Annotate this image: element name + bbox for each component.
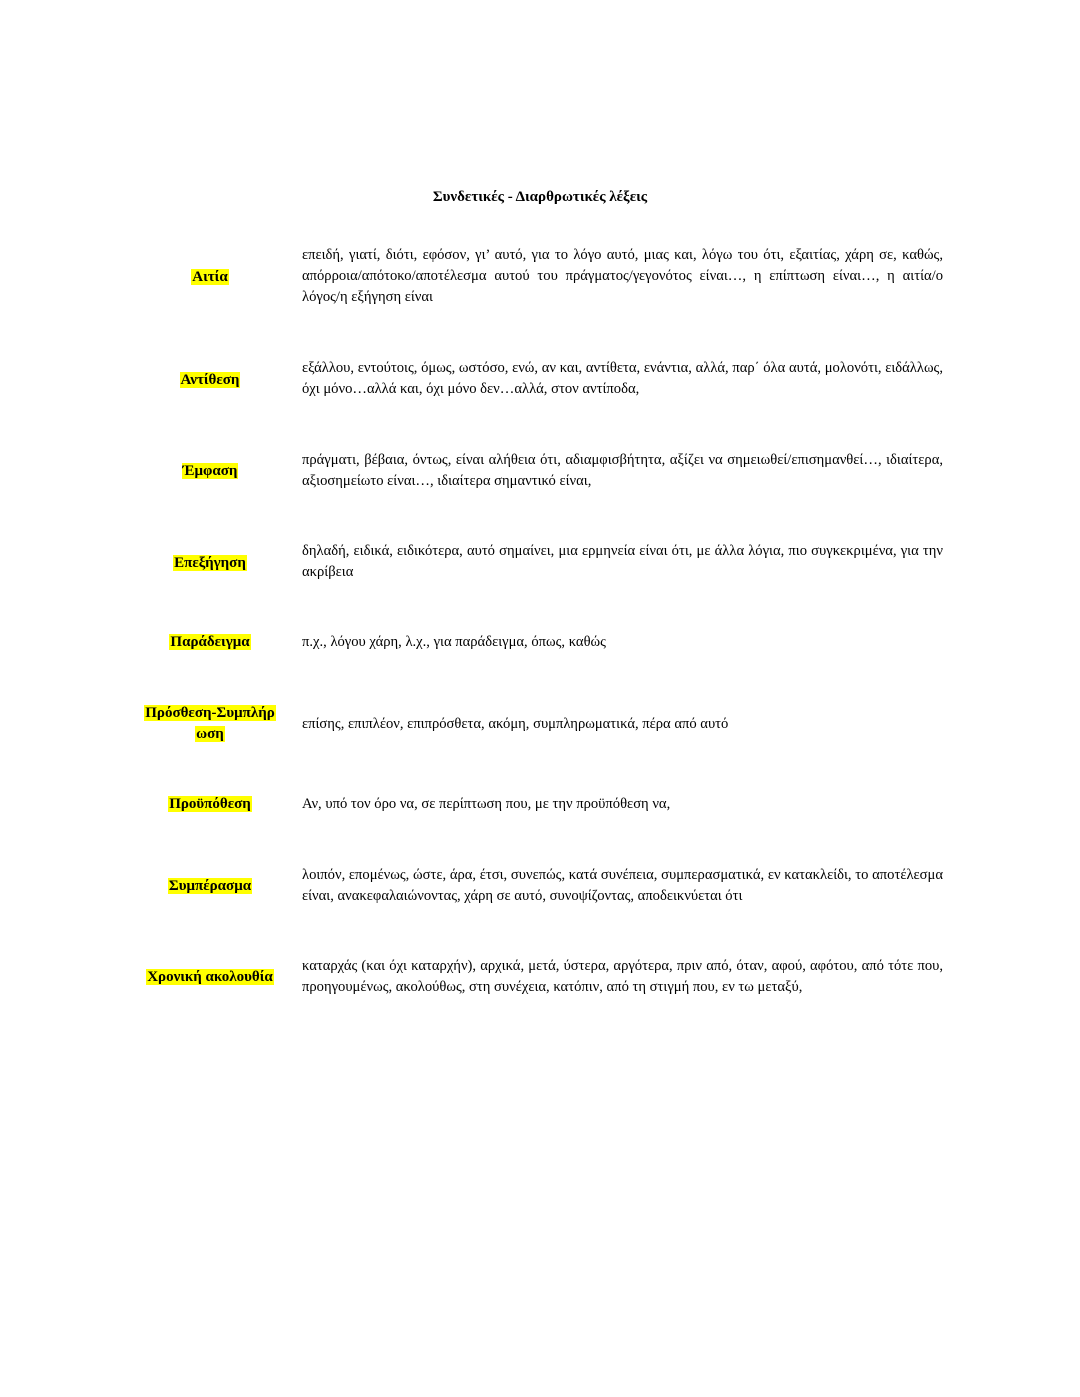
row-label-cell — [138, 370, 282, 391]
row-text: καταρχάς (και όχι καταρχήν), αρχικά, μετά, ύστερα, αργότερα, πριν από, όταν, αφού, αφότου, από τότε που, προηγουμένως, ακολούθως, στη συνέχεια, κατόπιν, από τη στιγμή που, εν τω μεταξύ, — [302, 958, 943, 995]
row-label-cell — [138, 703, 282, 745]
row-label-cell — [138, 632, 282, 653]
row-label-cell — [138, 876, 282, 897]
row-label-cell — [138, 967, 282, 988]
row-label: Συμπέρασμα — [168, 878, 252, 894]
row-label: Αντίθεση — [180, 372, 240, 388]
row-label-cell — [138, 461, 282, 482]
row-text: Αν, υπό τον όρο να, σε περίπτωση που, με την προϋπόθεση να, — [302, 796, 671, 812]
row-label: Χρονική ακολουθία — [147, 969, 273, 985]
row-label: Παράδειγμα — [170, 634, 250, 650]
row-label: Αιτία — [192, 269, 228, 285]
row-text: πράγματι, βέβαια, όντως, είναι αλήθεια ότι, αδιαμφισβήτητα, αξίζει να σημειωθεί/επισημανθεί…, ιδιαίτερα, αξιοσημείωτο είναι…, ιδιαίτερα σημαντικό είναι, — [302, 452, 943, 489]
row-text: π.χ., λόγου χάρη, λ.χ., για παράδειγμα, όπως, καθώς — [302, 634, 606, 650]
row-label-line-2: ωση — [196, 726, 224, 742]
row-label-cell — [138, 794, 282, 815]
row-label: Προϋπόθεση — [169, 796, 251, 812]
row-text: λοιπόν, επομένως, ώστε, άρα, έτσι, συνεπώς, κατά συνέπεια, συμπερασματικά, εν κατακλείδι, το αποτέλεσμα είναι, ανακεφαλαιώνοντας, χάρη σε αυτό, συνοψίζοντας, αποδεικνύεται ότι — [302, 867, 943, 904]
row-text: επίσης, επιπλέον, επιπρόσθετα, ακόμη, συμπληρωματικά, πέρα από αυτό — [302, 716, 729, 732]
row-label-line-1: Πρόσθεση-Συμπλήρ — [145, 705, 275, 721]
row-text: επειδή, γιατί, διότι, εφόσον, γι’ αυτό, για το λόγο αυτό, μιας και, λόγω του ότι, εξαιτίας, χάρη σε, καθώς, απόρροια/απότοκο/αποτέλεσμα αυτού του πράγματος/γεγονότος είναι…, η επίπτωση είναι…, η αιτία/ο λόγος/η εξήγηση είναι — [302, 247, 943, 305]
page-title: Συνδετικές - Διαρθρωτικές λέξεις — [432, 189, 648, 205]
row-text: δηλαδή, ειδικά, ειδικότερα, αυτό σημαίνει, μια ερμηνεία είναι ότι, με άλλα λόγια, πιο συγκεκριμένα, για την ακρίβεια — [302, 543, 943, 580]
row-label-cell — [138, 553, 282, 574]
row-label-cell — [138, 267, 282, 288]
row-text: εξάλλου, εντούτοις, όμως, ωστόσο, ενώ, αν και, αντίθετα, ενάντια, αλλά, παρ΄ όλα αυτά, μολονότι, ειδάλλως, όχι μόνο…αλλά και, όχι μόνο δεν…αλλά, στον αντίποδα, — [302, 360, 943, 397]
row-label: Επεξήγηση — [174, 555, 246, 571]
row-label: Έμφαση — [182, 463, 238, 479]
